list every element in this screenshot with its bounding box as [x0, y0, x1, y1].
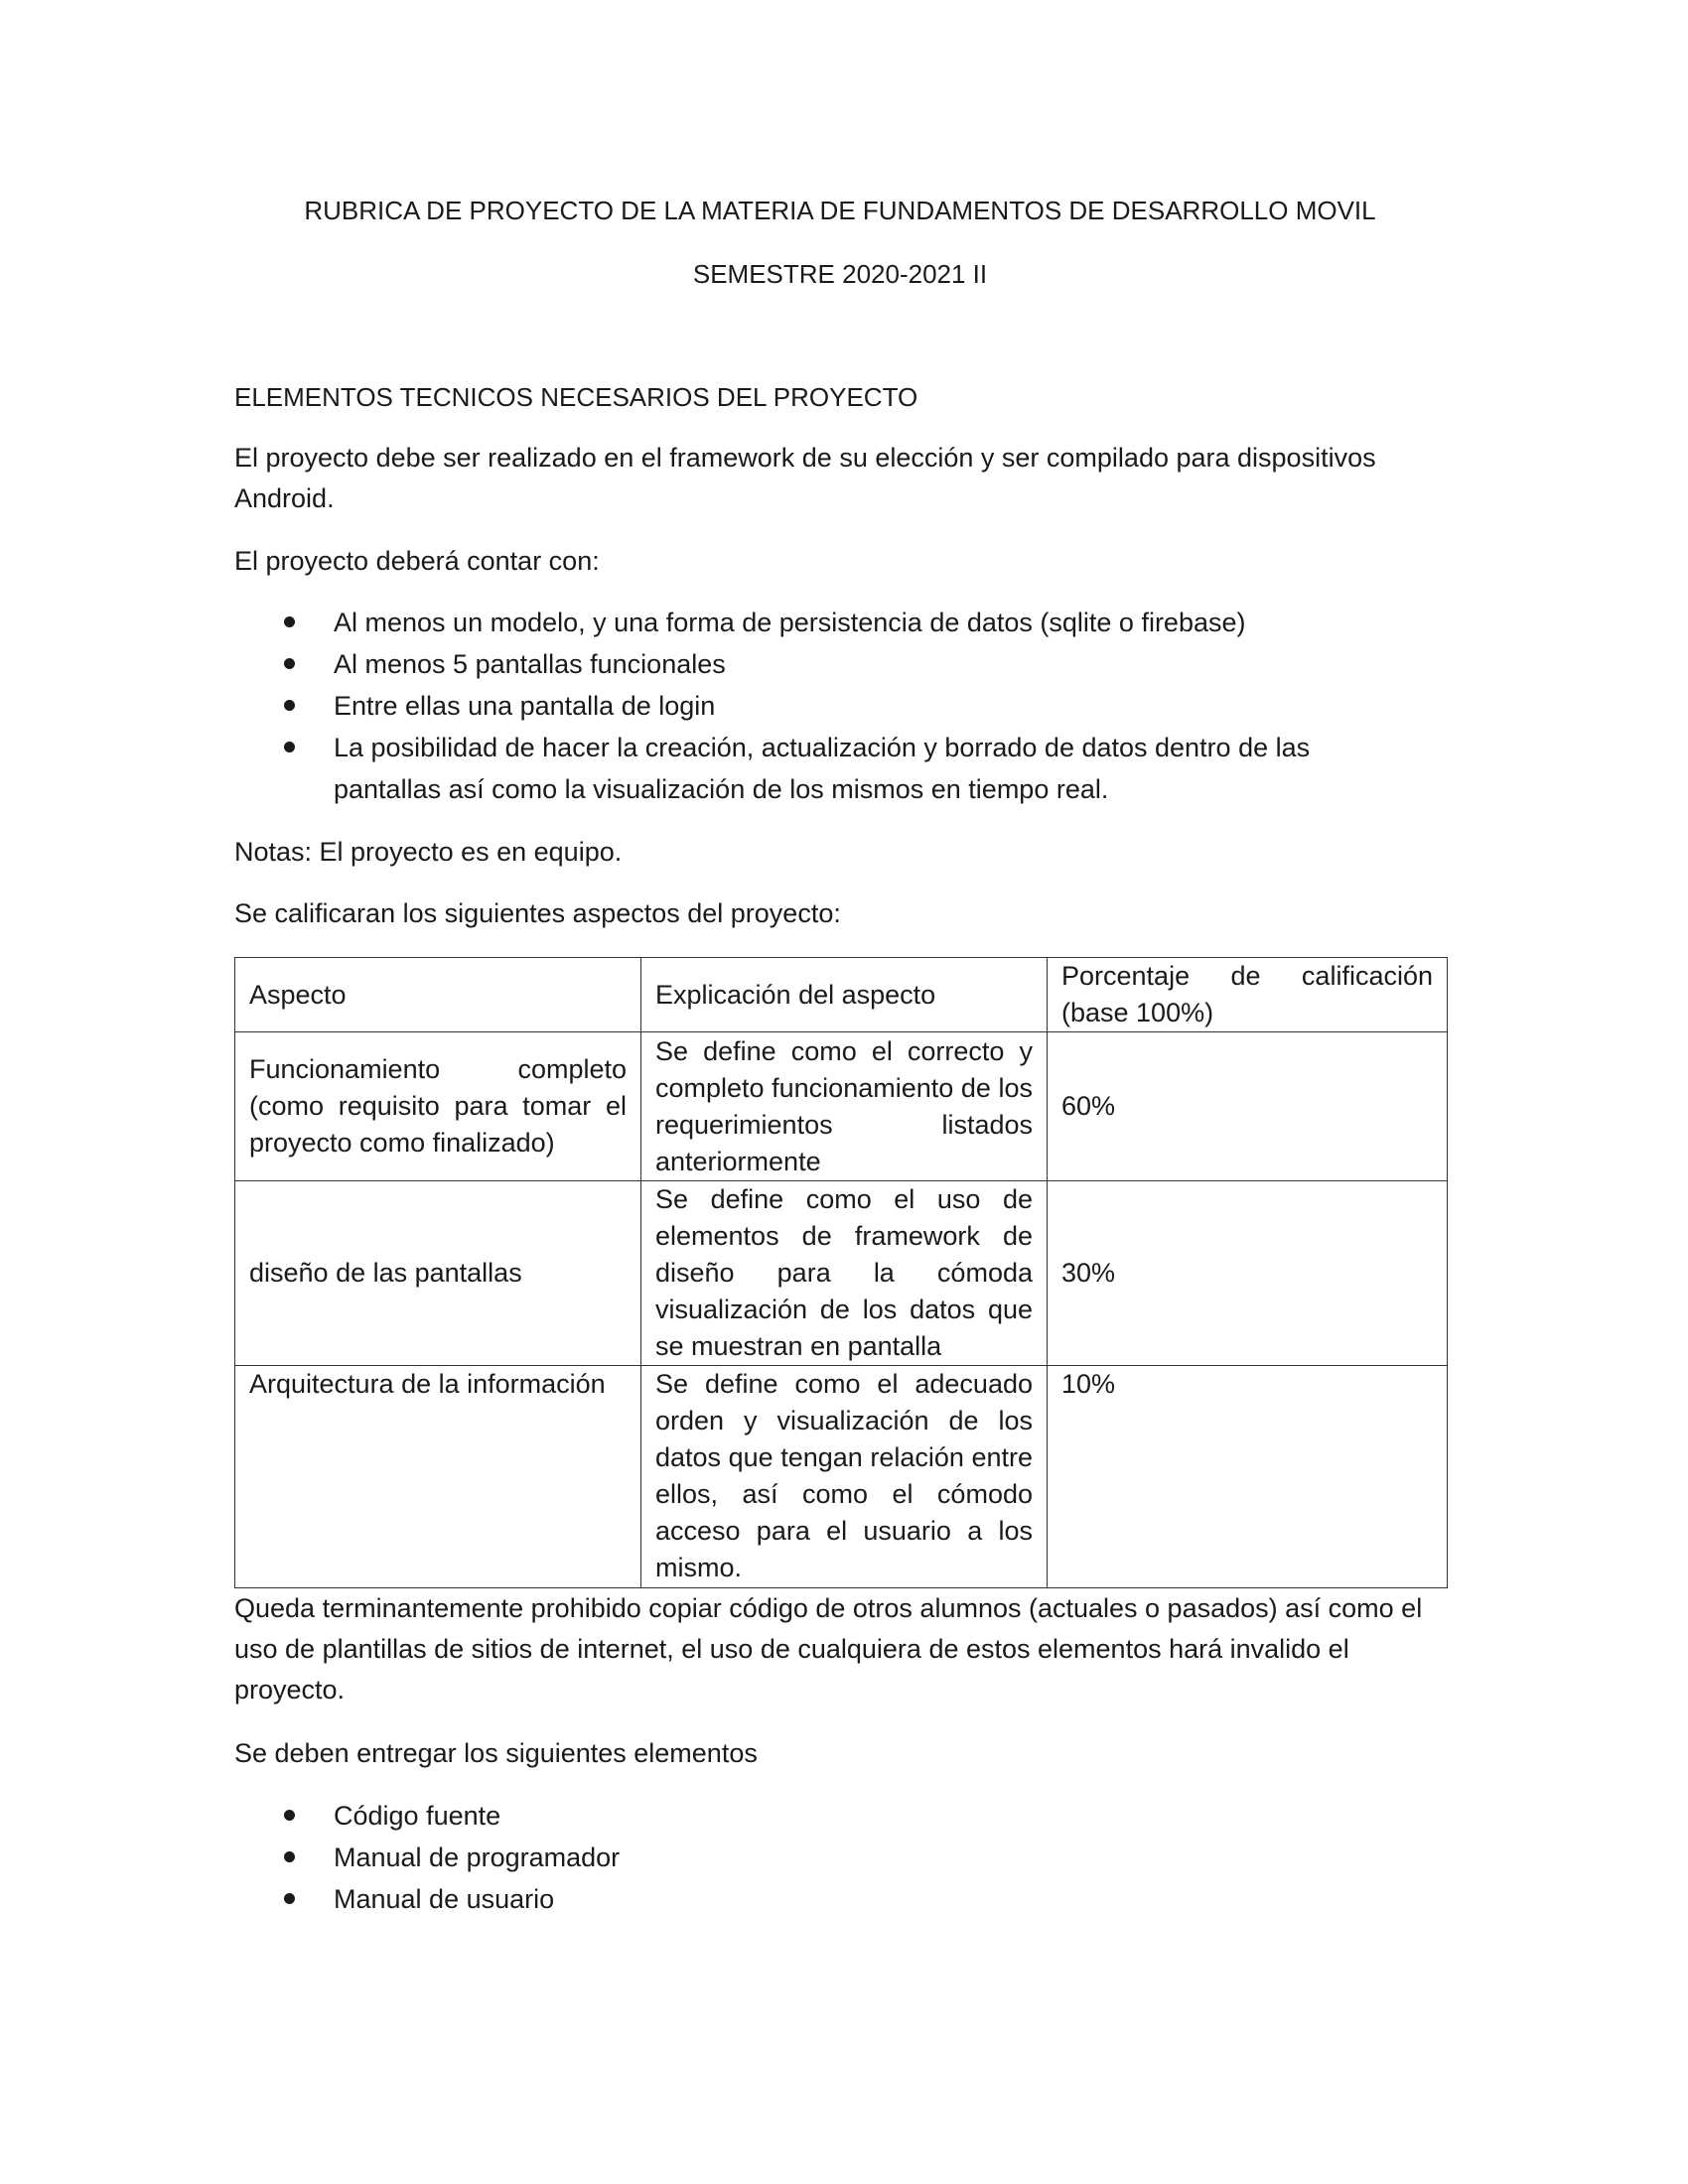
- row-percentage: 30%: [1048, 1181, 1448, 1366]
- requirements-intro: El proyecto deberá contar con:: [234, 546, 600, 576]
- table-row: [235, 1032, 1448, 1181]
- list-item: Al menos 5 pantallas funcionales: [234, 643, 1356, 685]
- list-item: Al menos un modelo, y una forma de persistencia de datos (sqlite o firebase): [234, 602, 1356, 643]
- header-explanation: Explicación del aspecto: [641, 958, 1048, 1032]
- list-item: Entre ellas una pantalla de login: [234, 685, 1356, 727]
- header-percentage: Porcentaje de calificación (base 100%): [1048, 958, 1448, 1032]
- list-item: La posibilidad de hacer la creación, actualización y borrado de datos dentro de las pantallas así como la visualización de los mismos en tiempo real.: [234, 727, 1356, 810]
- prohibition-paragraph: Queda terminantemente prohibido copiar código de otros alumnos (actuales o pasados) así como el uso de plantillas de sitios de internet, el uso de cualquiera de estos elementos hará invalido el proyecto.: [234, 1593, 1423, 1705]
- requirements-list: [234, 602, 1356, 810]
- table-row: [235, 1366, 1448, 1588]
- row-explanation: Se define como el correcto y completo funcionamiento de los requerimientos listados anteriormente: [641, 1032, 1048, 1181]
- deliverables-list: [234, 1795, 1376, 1920]
- table-row: [235, 1181, 1448, 1366]
- row-aspect: Arquitectura de la información: [235, 1366, 641, 1588]
- row-percentage: 10%: [1048, 1366, 1448, 1588]
- row-aspect: Funcionamiento completo (como requisito para tomar el proyecto como finalizado): [235, 1032, 641, 1181]
- rubric-table: [234, 957, 1448, 1588]
- list-item: Código fuente: [234, 1795, 1376, 1837]
- grading-intro: Se calificaran los siguientes aspectos del proyecto:: [234, 898, 841, 928]
- section-heading: ELEMENTOS TECNICOS NECESARIOS DEL PROYECTO: [234, 382, 918, 412]
- table-header-row: [235, 958, 1448, 1032]
- row-percentage: 60%: [1048, 1032, 1448, 1181]
- list-item: Manual de usuario: [234, 1878, 1376, 1920]
- deliverables-intro: Se deben entregar los siguientes elementos: [234, 1738, 758, 1768]
- document-title: RUBRICA DE PROYECTO DE LA MATERIA DE FUNDAMENTOS DE DESARROLLO MOVIL: [304, 196, 1376, 225]
- list-item: Manual de programador: [234, 1837, 1376, 1878]
- header-aspect: Aspecto: [235, 958, 641, 1032]
- row-explanation: Se define como el adecuado orden y visualización de los datos que tengan relación entre ellos, así como el cómodo acceso para el usuario a los mismo.: [641, 1366, 1048, 1588]
- intro-paragraph: El proyecto debe ser realizado en el framework de su elección y ser compilado para dispositivos Android.: [234, 443, 1376, 513]
- row-explanation: Se define como el uso de elementos de framework de diseño para la cómoda visualización de los datos que se muestran en pantalla: [641, 1181, 1048, 1366]
- semester-label: SEMESTRE 2020-2021 II: [692, 259, 988, 289]
- notes-text: Notas: El proyecto es en equipo.: [234, 837, 623, 867]
- row-aspect: diseño de las pantallas: [235, 1181, 641, 1366]
